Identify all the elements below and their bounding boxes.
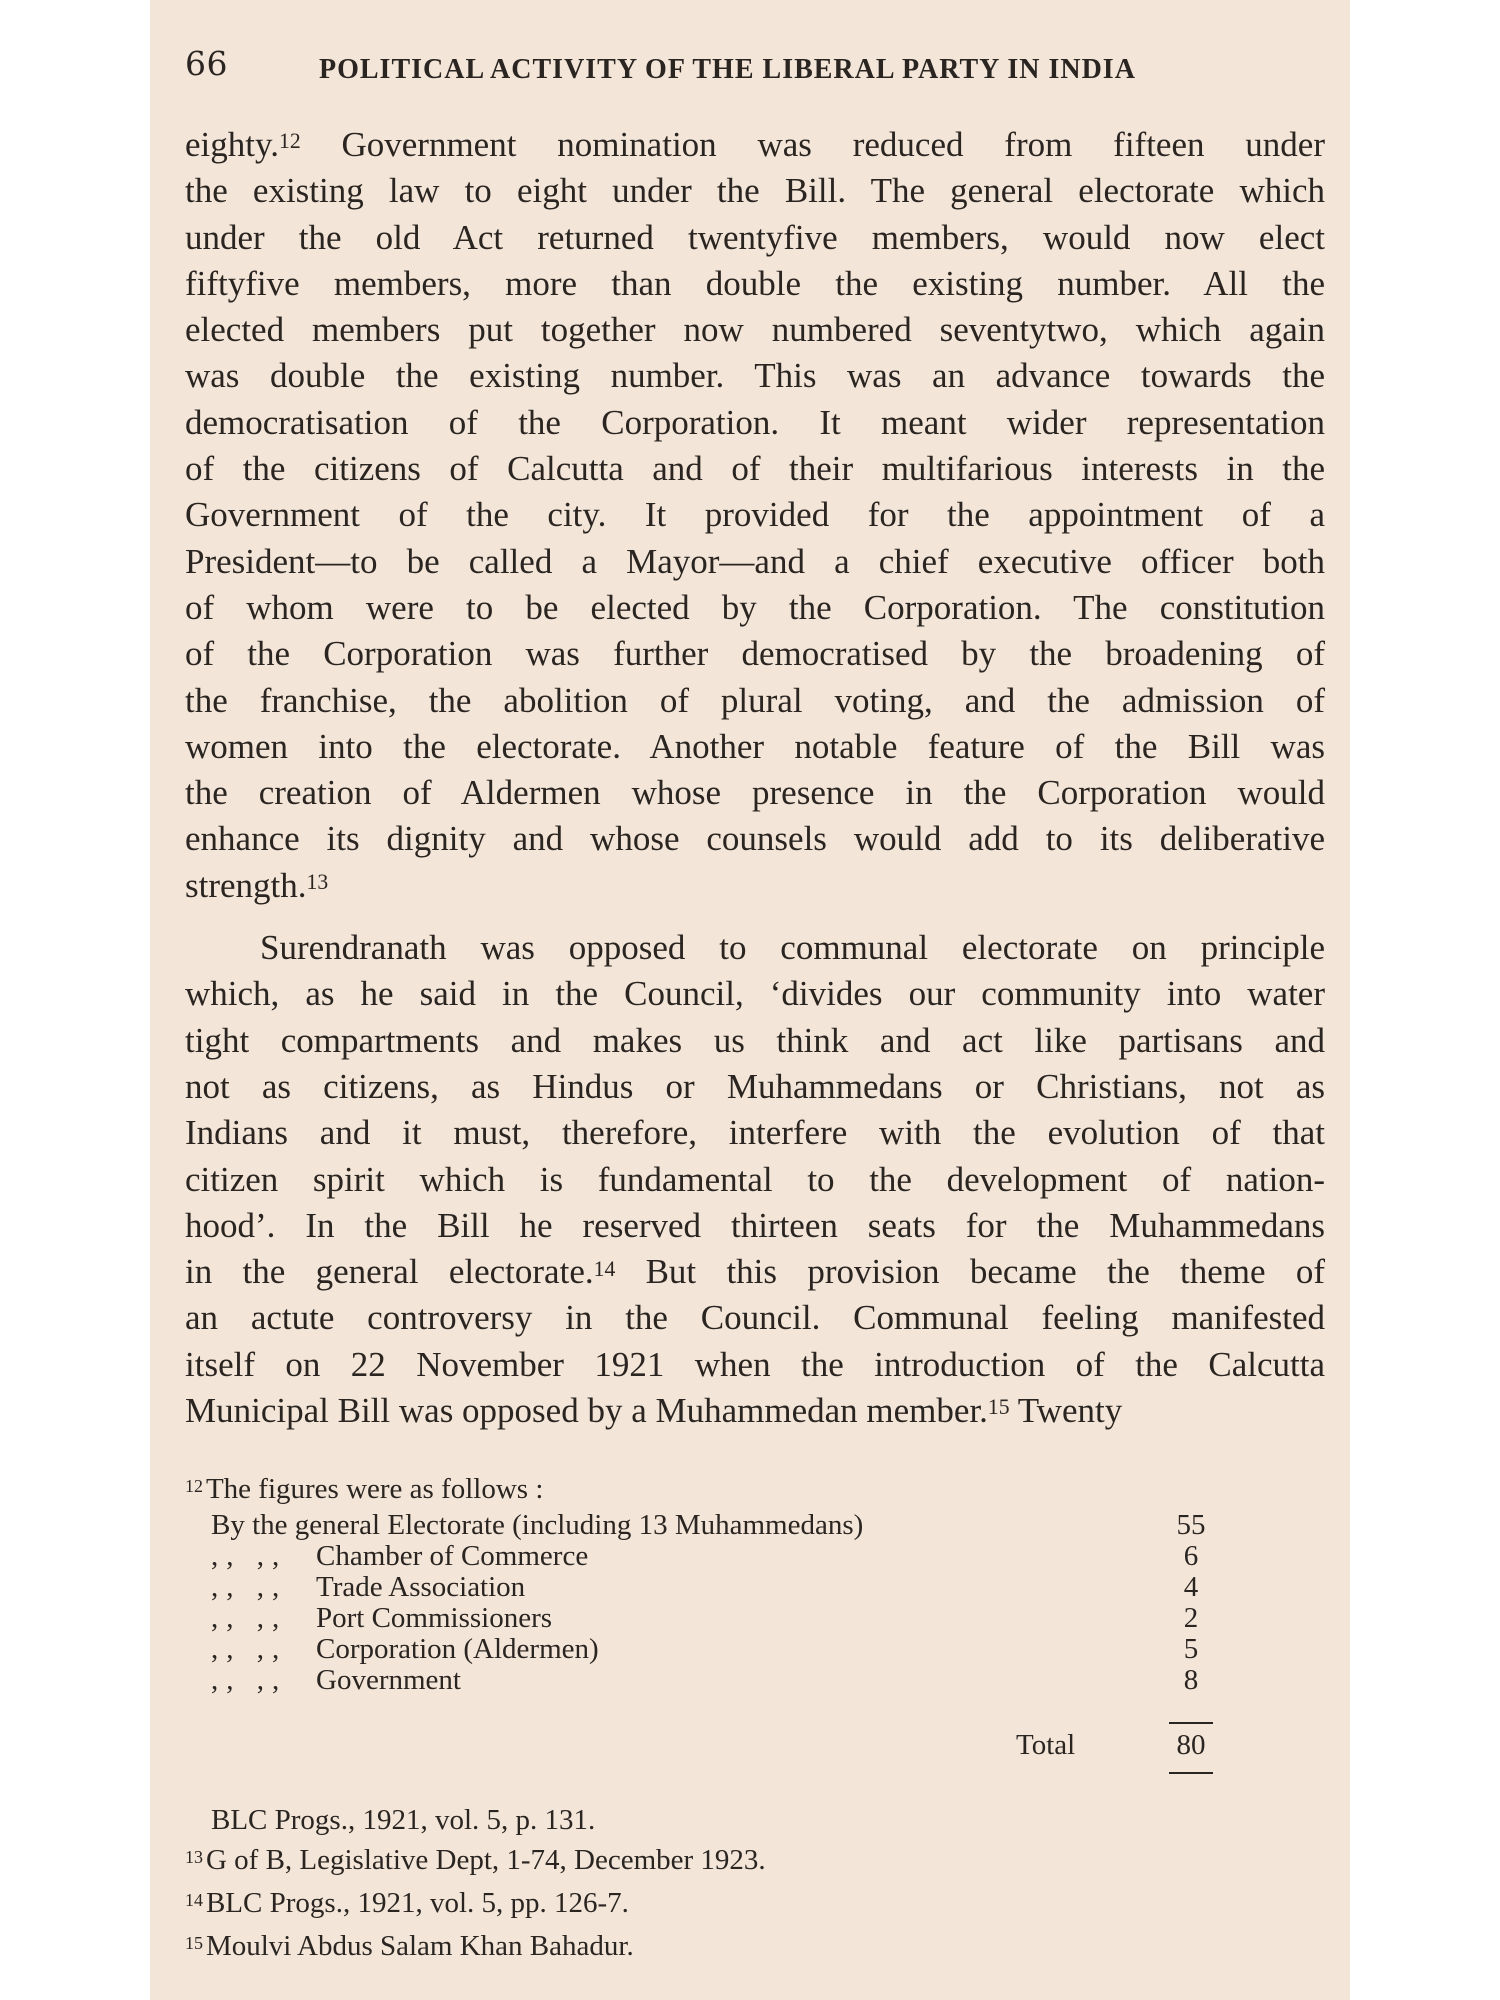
ditto-marks: ,, ,, [211,1540,288,1572]
text-line: fiftyfive members, more than double the existing number. All the [185,263,1325,303]
row-label: By the general Electorate (including 13 Muhammedans) [211,1509,864,1541]
total-label: Total [1016,1729,1076,1761]
text-line: the existing law to eight under the Bill. The general electorate which [185,171,1325,211]
table-row [211,1541,1221,1572]
text-line: the franchise, the abolition of plural voting, and the admission of [185,680,1325,720]
footnote-ref: 12 [278,129,301,154]
row-label: Trade Association [316,1571,526,1603]
footnote-12-source: BLC Progs., 1921, vol. 5, p. 131. [211,1804,596,1836]
footnote-mark: 14 [185,1889,203,1910]
total-rule-bottom [1169,1772,1213,1774]
text-line: Indians and it must, therefore, interfere with the evolution of that [185,1113,1325,1153]
table-row [211,1603,1221,1634]
text-line: the creation of Aldermen whose presence in the Corporation would [185,773,1325,813]
footnote-13: $^{13}$ G of B, Legislative Dept, 1-74, December 1923. [185,1844,766,1876]
page-number: 66 [185,44,228,83]
row-value: 5 [1183,1633,1199,1665]
ditto-marks: ,, ,, [211,1664,288,1696]
ditto-marks: ,, ,, [211,1571,288,1603]
text-line: tight compartments and makes us think and act like partisans and [185,1020,1325,1060]
row-label: Chamber of Commerce [316,1540,589,1572]
table-row [211,1634,1221,1665]
ditto-marks: ,, ,, [211,1602,288,1634]
row-value: 6 [1183,1540,1199,1572]
row-label: Government [316,1664,461,1696]
footnote-12-intro: $^{12}$ The figures were as follows : [185,1473,544,1505]
text-line: enhance its dignity and whose counsels would add to its deliberative [185,819,1325,859]
text-line: Government of the city. It provided for the appointment of a [185,495,1325,535]
text-line: under the old Act returned twentyfive members, would now elect [185,217,1325,257]
row-value: 2 [1183,1602,1199,1634]
membership-table [211,1510,1221,1696]
footnote-ref: 13 [306,870,329,895]
text-line: itself on 22 November 1921 when the introduction of the Calcutta [185,1344,1325,1384]
text-line: democratisation of the Corporation. It meant wider representation [185,402,1325,442]
row-label: Port Commissioners [316,1602,553,1634]
text-line: Municipal Bill was opposed by a Muhammedan member.$^{15}$ Twenty [185,1391,1123,1431]
text-line: elected members put together now numbered seventytwo, which again [185,310,1325,350]
total-value: 80 [1176,1729,1206,1761]
total-rule-top [1169,1722,1213,1724]
book-page [150,0,1350,2000]
table-row [211,1572,1221,1603]
row-value: 4 [1183,1571,1199,1603]
text-line: was double the existing number. This was an advance towards the [185,356,1325,396]
footnote-ref: 15 [987,1395,1010,1420]
row-value: 55 [1176,1509,1206,1541]
text-line: which, as he said in the Council, ‘divides our community into water [185,974,1325,1014]
total-row [211,1726,1221,1766]
row-value: 8 [1183,1664,1199,1696]
text-line: in the general electorate.$^{14}$ But this provision became the theme of [185,1252,1326,1292]
text-line: of the citizens of Calcutta and of their multifarious interests in the [185,449,1325,489]
footnote-12 [185,1474,1325,1766]
footnote-mark: 15 [185,1932,203,1953]
text-line: Surendranath was opposed to communal electorate on principle [260,928,1325,968]
text-line: President—to be called a Mayor—and a chief executive officer both [185,541,1325,581]
text-line: not as citizens, as Hindus or Muhammedans or Christians, not as [185,1066,1325,1106]
table-row [211,1510,1221,1541]
ditto-marks: ,, ,, [211,1633,288,1665]
footnote-mark: 12 [185,1475,203,1496]
text-line: women into the electorate. Another notable feature of the Bill was [185,726,1325,766]
row-label: Corporation (Aldermen) [316,1633,599,1665]
page-header [185,44,1310,94]
main-text [185,122,1325,1434]
text-line: of the Corporation was further democratised by the broadening of [185,634,1325,674]
paragraph-2 [185,925,1325,1434]
text-line: hood’. In the Bill he reserved thirteen seats for the Muhammedans [185,1205,1325,1245]
footnote-14: $^{14}$ BLC Progs., 1921, vol. 5, pp. 126-7. [185,1887,629,1919]
footnote-15: $^{15}$ Moulvi Abdus Salam Khan Bahadur. [185,1930,634,1962]
text-line: eighty.$^{12}$ Government nomination was reduced from fifteen under [185,125,1325,164]
text-line: citizen spirit which is fundamental to the development of nation- [185,1159,1325,1199]
running-title: POLITICAL ACTIVITY OF THE LIBERAL PARTY IN INDIA [319,54,1136,85]
footnote-ref: 14 [593,1256,616,1281]
paragraph-1 [185,122,1325,909]
footnote-references [185,1800,766,1969]
text-line: of whom were to be elected by the Corporation. The constitution [185,587,1325,627]
text-line: an actute controversy in the Council. Communal feeling manifested [185,1298,1325,1338]
text-line: strength.$^{13}$ [185,865,329,905]
footnote-list [185,1840,766,1969]
table-row [211,1665,1221,1696]
footnote-mark: 13 [185,1846,203,1867]
